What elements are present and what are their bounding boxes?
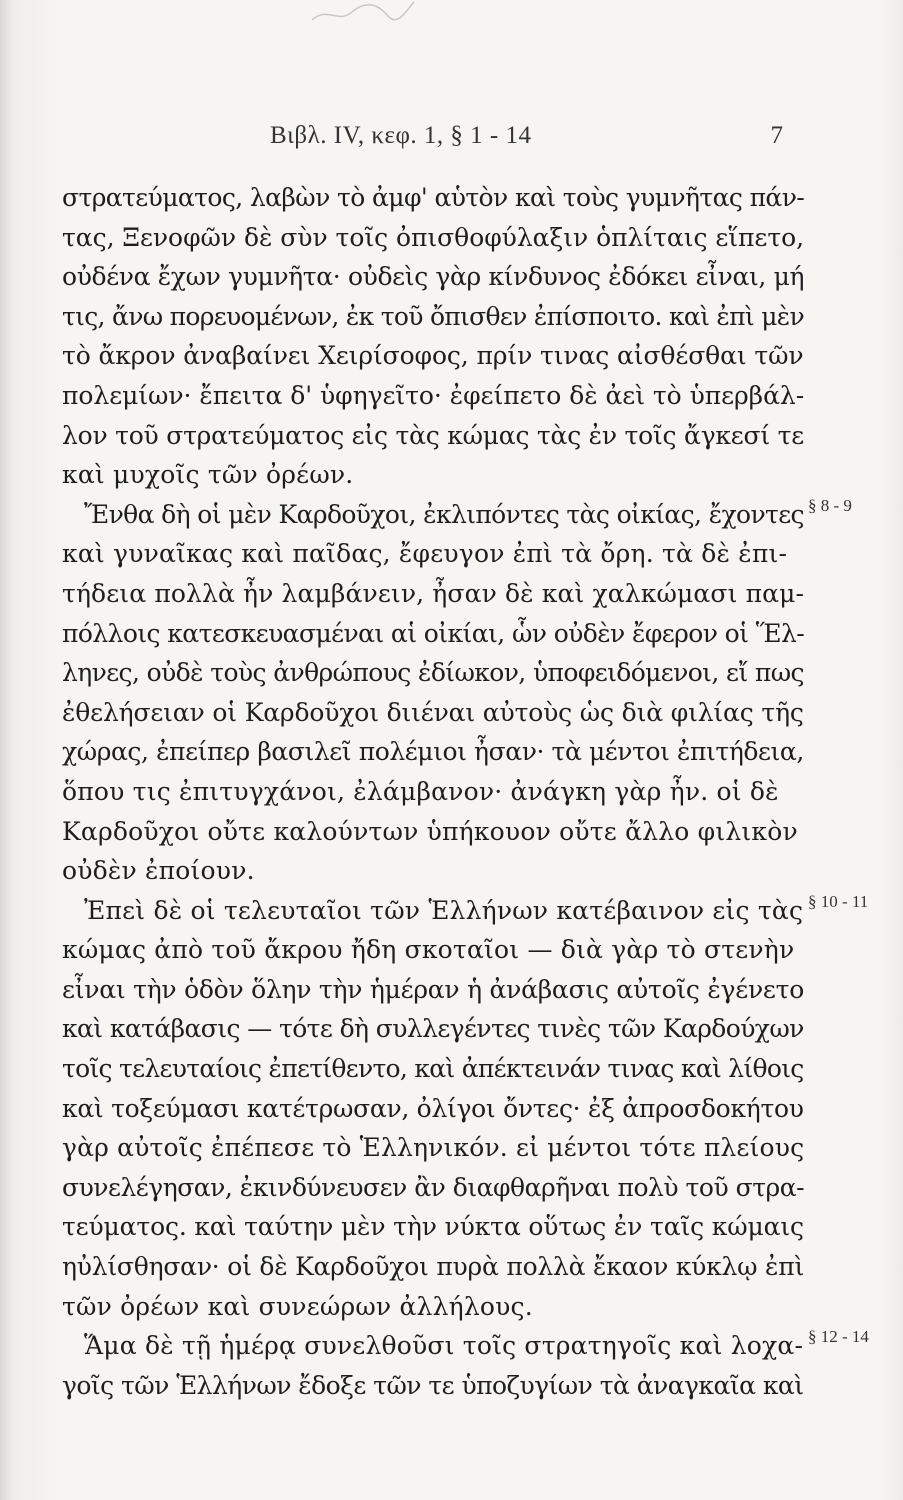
- text-line: ἐθελήσειαν οἱ Καρδοῦχοι διιέναι αὐτοὺς ὡς διὰ φιλίας τῆς: [62, 697, 804, 727]
- text-line: στρατεύματος, λαβὼν τὸ ἀμφ' αὑτὸν καὶ τοὺς γυμνῆτας πάν-: [62, 183, 805, 212]
- text-line: καὶ τοξεύμασι κατέτρωσαν, ὀλίγοι ὄντες· ἐξ ἀπροσδοκήτου: [62, 1093, 804, 1123]
- margin-section-note: § 12 - 14: [808, 1327, 869, 1346]
- text-line: τεύματος. καὶ ταύτην μὲν τὴν νύκτα οὕτως ἐν ταῖς κώμαις: [62, 1212, 804, 1242]
- text-line: χώρας, ἐπείπερ βασιλεῖ πολέμιοι ἦσαν· τὰ μέντοι ἐπιτήδεια,: [62, 737, 804, 767]
- margin-section-note: § 10 - 11: [808, 892, 869, 911]
- pencil-scribble-mark: [308, 0, 418, 28]
- text-line: λον τοῦ στρατεύματος εἰς τὰς κώμας τὰς ἐν τοῖς ἄγκεσί τε: [62, 420, 804, 450]
- text-line: εἶναι τὴν ὁδὸν ὅλην τὴν ἡμέραν ἡ ἀνάβασις αὐτοῖς ἐγένετο: [62, 974, 804, 1004]
- text-line: πολεμίων· ἔπειτα δ' ὑφηγεῖτο· ἐφείπετο δὲ ἀεὶ τὸ ὑπερβάλ-: [62, 380, 805, 410]
- text-line: Καρδοῦχοι οὔτε καλούντων ὑπήκουον οὔτε ἄλλο φιλικὸν: [62, 816, 798, 846]
- text-line: γὰρ αὐτοῖς ἐπέπεσε τὸ Ἑλληνικόν. εἰ μέντοι τότε πλείους: [62, 1133, 805, 1163]
- text-line: καὶ γυναῖκας καὶ παῖδας, ἔφευγον ἐπὶ τὰ ὄρη. τὰ δὲ ἐπι-: [62, 539, 788, 569]
- paragraph-start-line: Ἐπεὶ δὲ οἱ τελευταῖοι τῶν Ἑλλήνων κατέβαινον εἰς τὰς: [84, 895, 804, 925]
- margin-section-note: § 8 - 9: [808, 496, 852, 515]
- text-line: ηὐλίσθησαν· οἱ δὲ Καρδοῦχοι πυρὰ πολλὰ ἔκαον κύκλῳ ἐπὶ: [62, 1252, 805, 1282]
- text-line: τήδεια πολλὰ ἦν λαμβάνειν, ἦσαν δὲ καὶ χαλκώμασι παμ-: [62, 578, 805, 608]
- text-line: κώμας ἀπὸ τοῦ ἄκρου ἤδη σκοταῖοι — διὰ γὰρ τὸ στενὴν: [62, 935, 795, 965]
- page-header: [60, 122, 783, 158]
- text-line: ληνες, οὐδὲ τοὺς ἀνθρώπους ἐδίωκον, ὑποφειδόμενοι, εἴ πως: [62, 658, 804, 688]
- text-line: οὐδὲν ἐποίουν.: [62, 856, 255, 886]
- body-text: [62, 178, 805, 1405]
- text-line: καὶ κατάβασις — τότε δὴ συλλεγέντες τινὲς τῶν Καρδούχων: [62, 1014, 804, 1044]
- text-line: τις, ἄνω πορευομένων, ἐκ τοῦ ὄπισθεν ἐπίσποιτο. καὶ ἐπὶ μὲν: [62, 301, 804, 331]
- text-line: ὅπου τις ἐπιτυγχάνοι, ἐλάμβανον· ἀνάγκη γὰρ ἦν. οἱ δὲ: [62, 776, 779, 806]
- text-line: τῶν ὀρέων καὶ συνεώρων ἀλλήλους.: [62, 1291, 533, 1321]
- text-line: γοῖς τῶν Ἑλλήνων ἔδοξε τῶν τε ὑποζυγίων τὰ ἀναγκαῖα καὶ: [62, 1370, 804, 1400]
- page-number: 7: [770, 122, 783, 149]
- text-line: τοῖς τελευταίοις ἐπετίθεντο, καὶ ἀπέκτεινάν τινας καὶ λίθοις: [62, 1054, 804, 1084]
- text-line: τὸ ἄκρον ἀναβαίνει Χειρίσοφος, πρίν τινας αἰσθέσθαι τῶν: [62, 341, 804, 371]
- text-line: τας, Ξενοφῶν δὲ σὺν τοῖς ὀπισθοφύλαξιν ὁπλίταις εἵπετο,: [62, 222, 805, 252]
- running-head: Βιβλ. IV, κεφ. 1, § 1 - 14: [270, 122, 532, 149]
- text-line: συνελέγησαν, ἐκινδύνευσεν ἂν διαφθαρῆναι πολὺ τοῦ στρα-: [62, 1172, 805, 1202]
- paragraph-start-line: Ἔνθα δὴ οἱ μὲν Καρδοῦχοι, ἐκλιπόντες τὰς οἰκίας, ἔχοντες: [84, 499, 804, 529]
- paragraph-start-line: Ἅμα δὲ τῇ ἡμέρᾳ συνελθοῦσι τοῖς στρατηγοῖς καὶ λοχα-: [84, 1331, 804, 1361]
- text-line: οὐδένα ἔχων γυμνῆτα· οὐδεὶς γὰρ κίνδυνος ἐδόκει εἶναι, μή: [62, 262, 805, 292]
- text-line: πόλλοις κατεσκευασμέναι αἱ οἰκίαι, ὧν οὐδὲν ἔφερον οἱ Ἕλ-: [62, 618, 805, 648]
- text-line: καὶ μυχοῖς τῶν ὀρέων.: [62, 460, 354, 490]
